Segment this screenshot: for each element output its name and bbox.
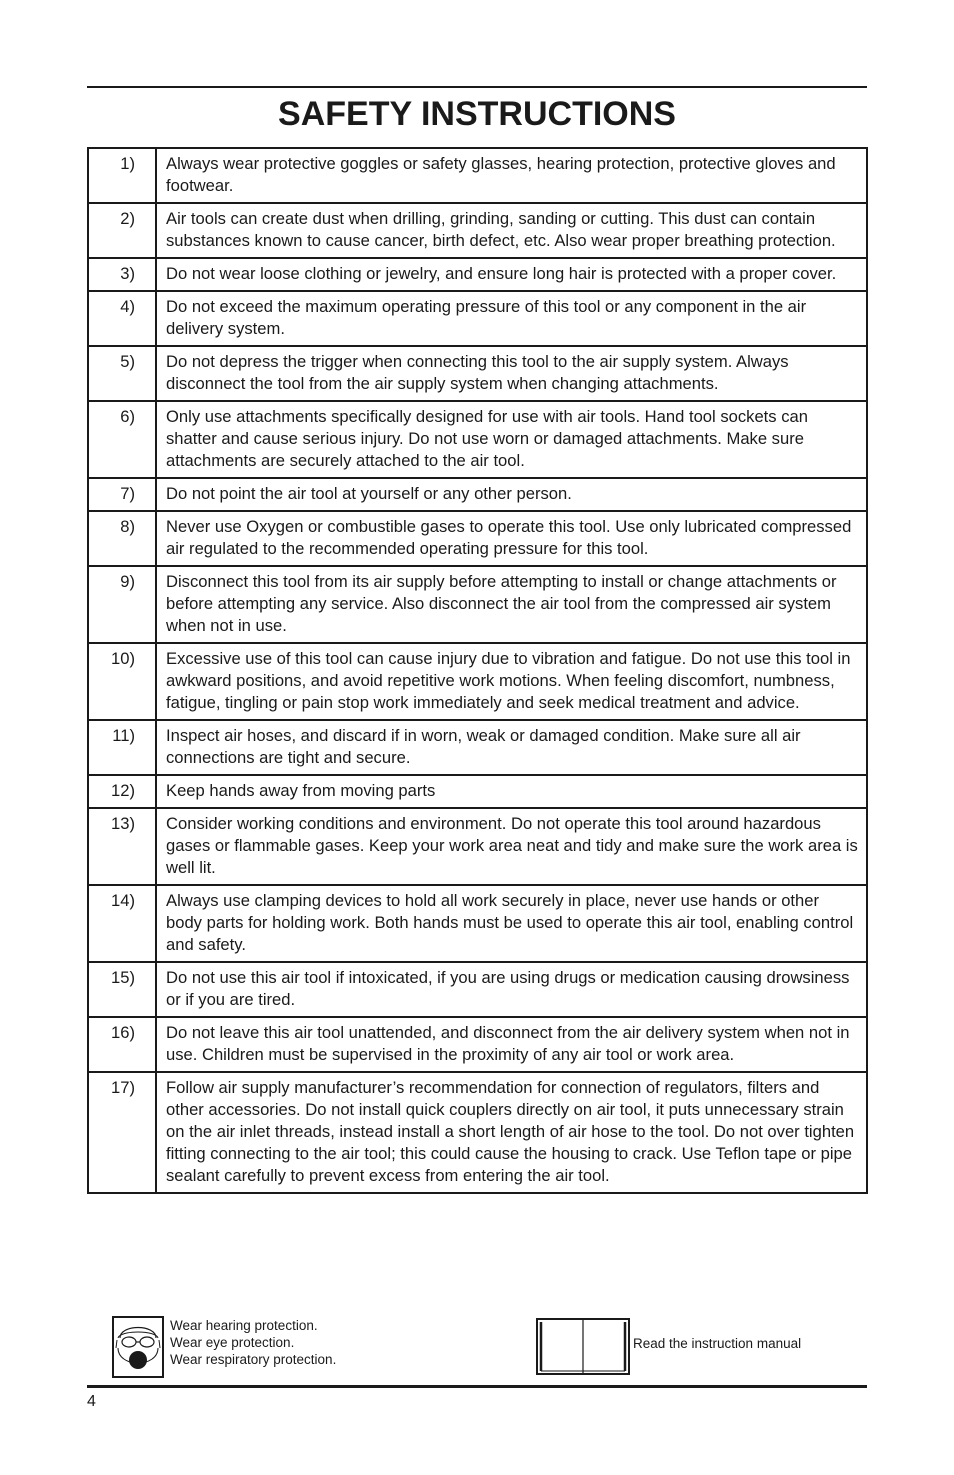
- top-rule: [87, 86, 867, 88]
- instruction-text: Follow air supply manufacturer’s recommendation for connection of regulators, filters and other accessories. Do not install quick couplers directly on air tool, it puts unnecessary strain on the air inlet threads, instead install a short length of air hose to the tool. Do not over tighten fitting connecting to the air tool; this could cause the housing to crack. Use Teflon tape or pipe sealant carefully to prevent excess from entering the air tool.: [156, 1072, 867, 1193]
- instruction-number: 16): [88, 1017, 156, 1072]
- instruction-text: Consider working conditions and environment. Do not operate this tool around hazardous gases or flammable gases. Keep your work area neat and tidy and make sure the work area is well lit.: [156, 808, 867, 885]
- instruction-number: 13): [88, 808, 156, 885]
- respiratory-protection-text: Wear respiratory protection.: [170, 1352, 337, 1367]
- instruction-text: Do not use this air tool if intoxicated, if you are using drugs or medication causing drowsiness or if you are tired.: [156, 962, 867, 1017]
- instruction-row: [88, 401, 867, 478]
- instruction-row: [88, 291, 867, 346]
- instruction-text: Do not point the air tool at yourself or any other person.: [156, 478, 867, 511]
- instruction-row: [88, 720, 867, 775]
- instruction-number: 9): [88, 566, 156, 643]
- instruction-text: Always use clamping devices to hold all work securely in place, never use hands or other body parts for holding work. Both hands must be used to operate this air tool, enabling control and safety.: [156, 885, 867, 962]
- instruction-text: Do not exceed the maximum operating pressure of this tool or any component in the air delivery system.: [156, 291, 867, 346]
- instruction-text: Keep hands away from moving parts: [156, 775, 867, 808]
- instruction-number: 5): [88, 346, 156, 401]
- instruction-row: [88, 148, 867, 203]
- instruction-number: 8): [88, 511, 156, 566]
- instruction-number: 2): [88, 203, 156, 258]
- bottom-rule: [87, 1385, 867, 1388]
- instruction-row: [88, 1017, 867, 1072]
- instruction-row: [88, 643, 867, 720]
- instruction-row: [88, 1072, 867, 1193]
- instruction-row: [88, 885, 867, 962]
- instruction-number: 15): [88, 962, 156, 1017]
- read-manual-text: Read the instruction manual: [633, 1336, 802, 1351]
- instruction-row: [88, 478, 867, 511]
- instruction-number: 10): [88, 643, 156, 720]
- instruction-text: Do not leave this air tool unattended, and disconnect from the air delivery system when not in use. Children must be supervised in the proximity of any air tool or work area.: [156, 1017, 867, 1072]
- instruction-number: 6): [88, 401, 156, 478]
- instruction-row: [88, 203, 867, 258]
- instruction-row: [88, 346, 867, 401]
- instruction-number: 1): [88, 148, 156, 203]
- instruction-number: 17): [88, 1072, 156, 1193]
- instruction-text: Air tools can create dust when drilling, grinding, sanding or cutting. This dust can contain substances known to cause cancer, birth defect, etc. Also wear proper breathing protection.: [156, 203, 867, 258]
- instruction-text: Only use attachments specifically designed for use with air tools. Hand tool sockets can shatter and cause serious injury. Do not use worn or damaged attachments. Make sure attachments are securely attached to the air tool.: [156, 401, 867, 478]
- instruction-row: [88, 808, 867, 885]
- instruction-number: 11): [88, 720, 156, 775]
- instruction-text: Disconnect this tool from its air supply before attempting to install or change attachments or before attempting any service. Also disconnect the air tool from the compressed air system when not in use.: [156, 566, 867, 643]
- face-protection-icon: [112, 1316, 164, 1378]
- safety-instructions-table: [87, 147, 868, 1194]
- instruction-text: Do not wear loose clothing or jewelry, and ensure long hair is protected with a proper cover.: [156, 258, 867, 291]
- instruction-text: Always wear protective goggles or safety glasses, hearing protection, protective gloves and footwear.: [156, 148, 867, 203]
- instruction-text: Do not depress the trigger when connecting this tool to the air supply system. Always disconnect the tool from the air supply system when changing attachments.: [156, 346, 867, 401]
- eye-protection-text: Wear eye protection.: [170, 1335, 295, 1350]
- instruction-number: 4): [88, 291, 156, 346]
- instruction-row: [88, 566, 867, 643]
- instruction-row: [88, 775, 867, 808]
- instruction-number: 12): [88, 775, 156, 808]
- open-book-icon: [536, 1318, 630, 1375]
- instruction-number: 3): [88, 258, 156, 291]
- page-number: 4: [87, 1393, 96, 1410]
- protection-text: [170, 1317, 336, 1368]
- instruction-row: [88, 962, 867, 1017]
- hearing-protection-text: Wear hearing protection.: [170, 1318, 318, 1333]
- instruction-row: [88, 511, 867, 566]
- instruction-text: Never use Oxygen or combustible gases to operate this tool. Use only lubricated compressed air regulated to the recommended operating pressure for this tool.: [156, 511, 867, 566]
- instruction-number: 7): [88, 478, 156, 511]
- instruction-text: Excessive use of this tool can cause injury due to vibration and fatigue. Do not use this tool in awkward positions, and avoid repetitive work motions. When feeling discomfort, numbness, fatigue, tingling or pain stop work immediately and seek medical treatment and advice.: [156, 643, 867, 720]
- page-title: SAFETY INSTRUCTIONS: [278, 95, 676, 133]
- instruction-text: Inspect air hoses, and discard if in worn, weak or damaged condition. Make sure all air connections are tight and secure.: [156, 720, 867, 775]
- instruction-row: [88, 258, 867, 291]
- instruction-number: 14): [88, 885, 156, 962]
